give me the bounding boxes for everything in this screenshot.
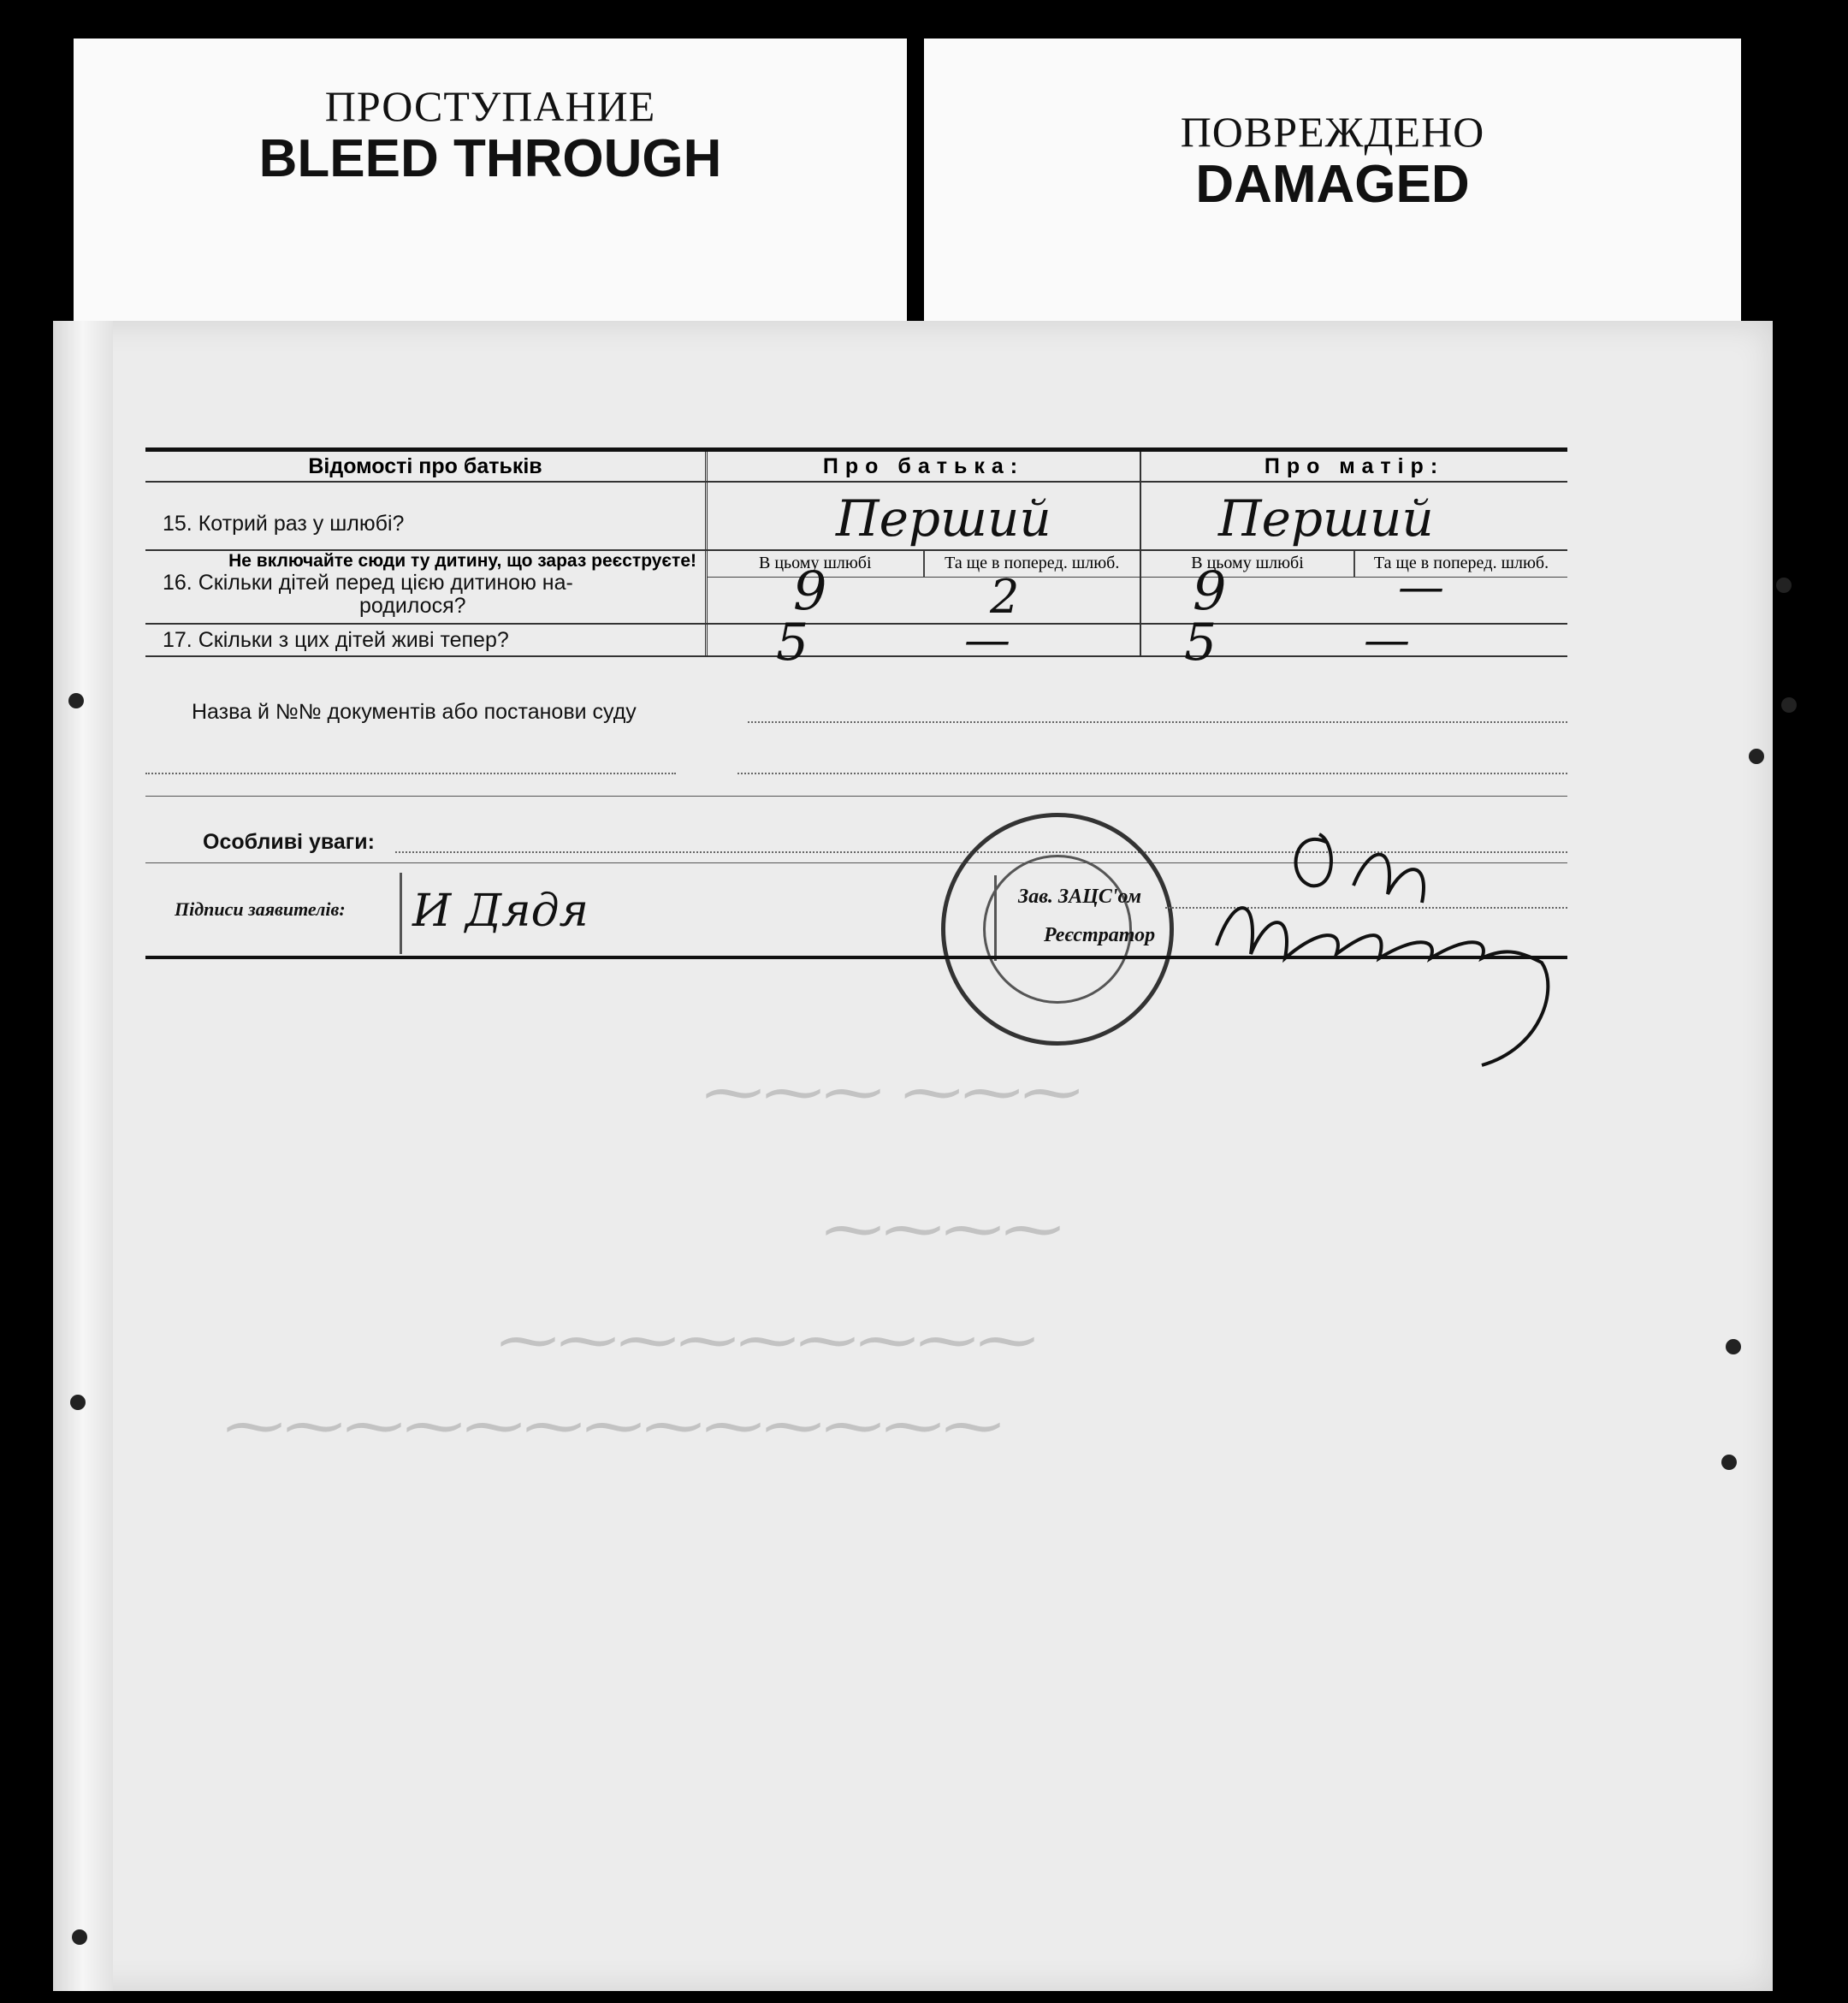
q16-mother-this: 9 [1193, 560, 1227, 622]
punch-hole [72, 1929, 87, 1945]
punch-hole [1781, 697, 1797, 713]
col-prev-marriage: Та ще в попеpeд. шлюб. [945, 554, 1120, 572]
q17-father-cell [708, 613, 1141, 673]
bleed-through-mark: ⁓⁓⁓⁓ [823, 1194, 1063, 1264]
punch-hole [1726, 1339, 1741, 1354]
remarks-label: Особливі уваги: [203, 830, 375, 854]
registrar-signature [1199, 809, 1610, 1082]
q16-label-line2: родилося? [359, 594, 466, 618]
card-label-ru: ПОВРЕЖДЕНО [1180, 108, 1485, 156]
bleed-through-card [74, 39, 907, 347]
punch-hole [1721, 1455, 1737, 1470]
documents-label: Назва й №№ документів або постанови суду [192, 700, 637, 724]
header-mother: Про матір: [1264, 454, 1445, 478]
col-prev-marriage: Та ще в попеpeд. шлюб. [1373, 554, 1549, 572]
card-label-en: BLEED THROUGH [258, 129, 722, 188]
punch-hole [1776, 578, 1792, 593]
bleed-through-mark: ⁓⁓⁓⁓⁓⁓⁓⁓⁓⁓⁓⁓⁓ [224, 1390, 1003, 1461]
q17-mother-cell [1141, 613, 1567, 673]
q17-father-this: 5 [776, 613, 809, 673]
row-marriage-number [145, 483, 1567, 551]
applicant-signature: И Дядя [412, 886, 589, 937]
official-bracket [994, 875, 997, 961]
parents-info-form [145, 447, 1567, 673]
punch-hole [70, 1395, 86, 1410]
bleed-through-mark: ⁓⁓⁓ ⁓⁓⁓ [703, 1057, 1082, 1127]
q16-father-this: 9 [793, 560, 827, 622]
bleed-through-mark: ⁓⁓⁓⁓⁓⁓⁓⁓⁓ [498, 1305, 1037, 1375]
q15-label: 15. Котрий раз у шлюбі? [145, 483, 708, 549]
q16-note: Не включайте сюди ту дитину, що зараз реєструєте! [228, 551, 696, 571]
documents-line-3 [737, 773, 1567, 774]
row-children-alive [145, 613, 1567, 673]
document-sheet [53, 321, 1773, 1991]
q16-mother-prev: — [1398, 560, 1444, 613]
bottom-rule [145, 956, 1567, 959]
q17-mother-prev: — [1364, 613, 1410, 667]
q16-father-subheader [708, 551, 1140, 578]
folded-edge [53, 321, 113, 1991]
documents-line [748, 721, 1567, 723]
col-this-marriage: В цьому шлюбі [1141, 551, 1355, 577]
q17-father-prev: — [964, 613, 1010, 667]
card-label-ru: ПРОСТУПАНИЕ [324, 82, 656, 130]
q17-label: 17. Скільки з цих дітей живі тепер? [145, 625, 708, 655]
header-row [145, 452, 1567, 483]
q15-father-cell [708, 483, 1141, 549]
q17-mother-this: 5 [1184, 613, 1217, 673]
q16-label-cell [145, 551, 708, 623]
q16-label-line1: 16. Скільки дітей перед цією дитиною на- [163, 571, 573, 595]
card-label-en: DAMAGED [1195, 155, 1470, 214]
col-this-marriage: В цьому шлюбі [708, 551, 925, 577]
registrar-label: Реєстратор [1044, 924, 1156, 946]
divider [145, 796, 1567, 797]
q15-mother-cell [1141, 483, 1567, 549]
punch-hole [1749, 749, 1764, 764]
documents-line-2 [145, 773, 676, 774]
q15-mother-value: Перший [1218, 489, 1434, 548]
q15-father-value: Перший [836, 489, 1051, 548]
punch-hole [68, 693, 84, 708]
header-parents: Відомості про батьків [145, 452, 708, 481]
q16-father-cell [708, 551, 1141, 623]
damaged-card [924, 39, 1741, 347]
header-father: Про батька: [708, 452, 1141, 481]
signature-bracket [400, 873, 402, 954]
signatures-label: Підписи заявителів: [175, 898, 346, 920]
q16-father-prev: 2 [990, 570, 1020, 624]
row-children-born [145, 551, 1567, 625]
head-label: Зав. ЗАЦС'ом [1018, 886, 1142, 908]
